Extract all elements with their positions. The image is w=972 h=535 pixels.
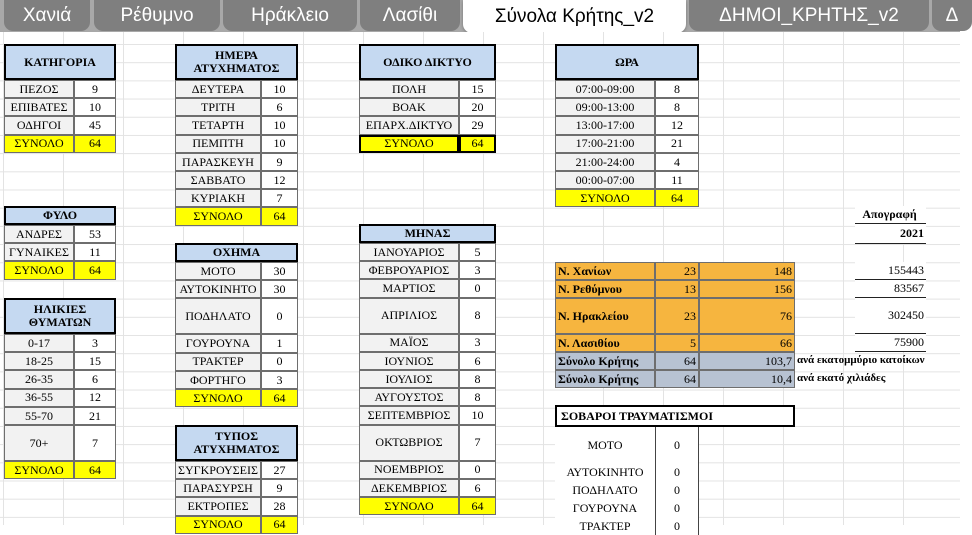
prefecture-count[interactable]: 23: [655, 298, 699, 334]
diktyo-row-label[interactable]: ΕΠΑΡΧ.ΔΙΚΤΥΟ: [359, 116, 459, 134]
ilikies-row-value[interactable]: 7: [74, 425, 116, 461]
prefecture-rate[interactable]: 66: [699, 334, 795, 352]
typos-row-label[interactable]: ΕΚΤΡΟΠΕΣ: [175, 497, 261, 515]
ora-total-value[interactable]: 64: [655, 189, 699, 207]
minas-row-value[interactable]: 0: [459, 279, 496, 297]
sheet-tab-6[interactable]: Δ: [932, 0, 972, 31]
serious-injury-value[interactable]: 0: [655, 481, 699, 499]
minas-row-value[interactable]: 5: [459, 243, 496, 261]
prefecture-population[interactable]: 83567: [855, 280, 926, 298]
diktyo-row-value[interactable]: 29: [459, 116, 496, 134]
serious-injury-value[interactable]: 0: [655, 427, 699, 463]
prefecture-name[interactable]: Ν. Ρεθύμνου: [555, 280, 655, 298]
minas-row-label[interactable]: ΙΑΝΟΥΑΡΙΟΣ: [359, 243, 459, 261]
minas-row-value[interactable]: 8: [459, 370, 496, 388]
minas-row-label[interactable]: ΜΑΡΤΙΟΣ: [359, 279, 459, 297]
ora-header[interactable]: ΩΡΑ: [555, 44, 699, 80]
sheet-tab-0[interactable]: Χανιά: [4, 0, 90, 31]
ilikies-row-label[interactable]: 18-25: [4, 352, 74, 370]
fylo-total-label[interactable]: ΣΥΝΟΛΟ: [4, 261, 74, 279]
prefecture-population[interactable]: 302450: [855, 298, 926, 334]
prefecture-name[interactable]: Ν. Ηρακλείου: [555, 298, 655, 334]
serious-injuries-header[interactable]: ΣΟΒΑΡΟΙ ΤΡΑΥΜΑΤΙΣΜΟΙ: [555, 405, 795, 427]
minas-total-value[interactable]: 64: [459, 497, 496, 515]
crete-total-name[interactable]: Σύνολο Κρήτης: [555, 352, 655, 370]
minas-row-label[interactable]: ΟΚΤΩΒΡΙΟΣ: [359, 425, 459, 461]
oxima-row-label[interactable]: ΑΥΤΟΚΙΝΗΤΟ: [175, 280, 261, 298]
minas-total-label[interactable]: ΣΥΝΟΛΟ: [359, 497, 459, 515]
crete-total-count[interactable]: 64: [655, 370, 699, 388]
ilikies-total-label[interactable]: ΣΥΝΟΛΟ: [4, 461, 74, 479]
imera-row-value[interactable]: 6: [261, 98, 298, 116]
typos-header[interactable]: ΤΥΠΟΣ ΑΤΥΧΗΜΑΤΟΣ: [175, 425, 298, 461]
typos-total-label[interactable]: ΣΥΝΟΛΟ: [175, 516, 261, 534]
typos-total-value[interactable]: 64: [261, 516, 298, 534]
oxima-row-label[interactable]: ΤΡΑΚΤΕΡ: [175, 353, 261, 371]
prefecture-rate[interactable]: 76: [699, 298, 795, 334]
ora-row-label[interactable]: 21:00-24:00: [555, 153, 655, 171]
ilikies-row-label[interactable]: 26-35: [4, 370, 74, 388]
ilikies-total-value[interactable]: 64: [74, 461, 116, 479]
typos-row-value[interactable]: 28: [261, 497, 298, 515]
prefecture-population[interactable]: 155443: [855, 262, 926, 280]
ilikies-row-label[interactable]: 0-17: [4, 334, 74, 352]
oxima-row-label[interactable]: ΦΟΡΤΗΓΟ: [175, 371, 261, 389]
sheet-tab-2[interactable]: Ηράκλειο: [223, 0, 357, 31]
imera-row-label[interactable]: ΚΥΡΙΑΚΗ: [175, 189, 261, 207]
imera-row-value[interactable]: 7: [261, 189, 298, 207]
oxima-row-value[interactable]: 30: [261, 280, 298, 298]
ora-row-label[interactable]: 13:00-17:00: [555, 116, 655, 134]
serious-injury-value[interactable]: 0: [655, 463, 699, 481]
fylo-row-value[interactable]: 53: [74, 225, 116, 243]
prefecture-rate[interactable]: 148: [699, 262, 795, 280]
imera-row-label[interactable]: ΠΕΜΠΤΗ: [175, 135, 261, 153]
imera-row-value[interactable]: 10: [261, 135, 298, 153]
diktyo-header[interactable]: ΟΔΙΚΟ ΔΙΚΤΥΟ: [359, 44, 496, 80]
ilikies-row-label[interactable]: 36-55: [4, 389, 74, 407]
typos-row-label[interactable]: ΣΥΓΚΡΟΥΣΕΙΣ: [175, 461, 261, 479]
minas-row-label[interactable]: ΜΑΪΟΣ: [359, 334, 459, 352]
minas-row-value[interactable]: 7: [459, 425, 496, 461]
kategoria-row-value[interactable]: 9: [74, 80, 116, 98]
kategoria-row-label[interactable]: ΕΠΙΒΑΤΕΣ: [4, 98, 74, 116]
imera-row-label[interactable]: ΔΕΥΤΕΡΑ: [175, 80, 261, 98]
imera-row-label[interactable]: ΤΕΤΑΡΤΗ: [175, 116, 261, 134]
prefecture-count[interactable]: 13: [655, 280, 699, 298]
sheet-tab-bar: [0, 0, 960, 32]
crete-total-note[interactable]: ανά εκατομμύριο κατοίκων: [797, 354, 925, 367]
kategoria-header[interactable]: ΚΑΤΗΓΟΡΙΑ: [4, 44, 116, 80]
ora-row-value[interactable]: 11: [655, 171, 699, 189]
diktyo-row-label[interactable]: ΠΟΛΗ: [359, 80, 459, 98]
serious-injury-label[interactable]: ΓΟΥΡΟΥΝΑ: [555, 499, 655, 517]
imera-row-label[interactable]: ΠΑΡΑΣΚΕΥΗ: [175, 153, 261, 171]
imera-row-value[interactable]: 10: [261, 116, 298, 134]
crete-total-count[interactable]: 64: [655, 352, 699, 370]
ora-row-value[interactable]: 12: [655, 116, 699, 134]
crete-total-note[interactable]: ανά εκατό χιλιάδες: [797, 372, 886, 385]
ora-row-label[interactable]: 09:00-13:00: [555, 98, 655, 116]
ilikies-row-value[interactable]: 15: [74, 352, 116, 370]
serious-injury-label[interactable]: ΤΡΑΚΤΕΡ: [555, 517, 655, 535]
typos-row-value[interactable]: 27: [261, 461, 298, 479]
imera-row-label[interactable]: ΣΑΒΒΑΤΟ: [175, 171, 261, 189]
minas-row-label[interactable]: ΑΠΡΙΛΙΟΣ: [359, 298, 459, 334]
ora-row-value[interactable]: 8: [655, 80, 699, 98]
minas-row-value[interactable]: 0: [459, 461, 496, 479]
prefecture-name[interactable]: Ν. Χανίων: [555, 262, 655, 280]
ilikies-row-label[interactable]: 70+: [4, 425, 74, 461]
minas-row-label[interactable]: ΦΕΒΡΟΥΑΡΙΟΣ: [359, 261, 459, 279]
fylo-header[interactable]: ΦΥΛΟ: [4, 206, 116, 225]
sheet-tab-1[interactable]: Ρέθυμνο: [94, 0, 220, 31]
sheet-tab-3[interactable]: Λασίθι: [360, 0, 460, 31]
ilikies-header[interactable]: ΗΛΙΚΙΕΣ ΘΥΜΑΤΩΝ: [4, 298, 116, 334]
census-year[interactable]: 2021: [855, 224, 926, 244]
minas-row-label[interactable]: ΣΕΠΤΕΜΒΡΙΟΣ: [359, 406, 459, 424]
census-label[interactable]: Απογραφή: [855, 206, 926, 224]
oxima-row-value[interactable]: 1: [261, 334, 298, 352]
oxima-row-label[interactable]: ΠΟΔΗΛΑΤΟ: [175, 298, 261, 334]
sheet-tab-4[interactable]: Σύνολα Κρήτης_v2: [463, 0, 686, 33]
sheet-tab-5[interactable]: ΔΗΜΟΙ_ΚΡΗΤΗΣ_v2: [689, 0, 929, 31]
diktyo-row-label[interactable]: ΒΟΑΚ: [359, 98, 459, 116]
oxima-row-value[interactable]: 30: [261, 262, 298, 280]
imera-row-value[interactable]: 10: [261, 80, 298, 98]
crete-total-rate[interactable]: 103,7: [699, 352, 795, 370]
typos-row-label[interactable]: ΠΑΡΑΣΥΡΣΗ: [175, 479, 261, 497]
minas-row-value[interactable]: 8: [459, 298, 496, 334]
ora-total-label[interactable]: ΣΥΝΟΛΟ: [555, 189, 655, 207]
ora-row-value[interactable]: 21: [655, 135, 699, 153]
oxima-row-label[interactable]: ΓΟΥΡΟΥΝΑ: [175, 334, 261, 352]
serious-injury-label[interactable]: ΑΥΤΟΚΙΝΗΤΟ: [555, 463, 655, 481]
ora-row-value[interactable]: 8: [655, 98, 699, 116]
ilikies-row-value[interactable]: 21: [74, 407, 116, 425]
kategoria-row-value[interactable]: 45: [74, 116, 116, 134]
minas-row-value[interactable]: 6: [459, 352, 496, 370]
imera-row-value[interactable]: 9: [261, 153, 298, 171]
imera-row-label[interactable]: ΤΡΙΤΗ: [175, 98, 261, 116]
oxima-row-value[interactable]: 0: [261, 353, 298, 371]
diktyo-total-label[interactable]: ΣΥΝΟΛΟ: [359, 135, 459, 153]
minas-row-value[interactable]: 6: [459, 479, 496, 497]
minas-row-value[interactable]: 10: [459, 406, 496, 424]
serious-injury-label[interactable]: ΠΟΔΗΛΑΤΟ: [555, 481, 655, 499]
imera-header[interactable]: ΗΜΕΡΑ ΑΤΥΧΗΜΑΤΟΣ: [175, 44, 298, 80]
ora-row-value[interactable]: 4: [655, 153, 699, 171]
minas-row-label[interactable]: ΙΟΥΝΙΟΣ: [359, 352, 459, 370]
serious-injury-value[interactable]: 0: [655, 517, 699, 535]
prefecture-count[interactable]: 5: [655, 334, 699, 352]
imera-row-value[interactable]: 12: [261, 171, 298, 189]
prefecture-population[interactable]: 75900: [855, 334, 926, 352]
imera-total-label[interactable]: ΣΥΝΟΛΟ: [175, 207, 261, 225]
minas-row-value[interactable]: 3: [459, 261, 496, 279]
spreadsheet-grid: [0, 32, 960, 533]
typos-row-value[interactable]: 9: [261, 479, 298, 497]
prefecture-count[interactable]: 23: [655, 262, 699, 280]
ora-row-label[interactable]: 07:00-09:00: [555, 80, 655, 98]
fylo-row-label[interactable]: ΓΥΝΑΙΚΕΣ: [4, 243, 74, 261]
oxima-row-value[interactable]: 3: [261, 371, 298, 389]
ora-row-label[interactable]: 00:00-07:00: [555, 171, 655, 189]
diktyo-row-value[interactable]: 20: [459, 98, 496, 116]
minas-row-label[interactable]: ΔΕΚΕΜΒΡΙΟΣ: [359, 479, 459, 497]
oxima-header[interactable]: ΟΧΗΜΑ: [175, 243, 298, 262]
kategoria-total-label[interactable]: ΣΥΝΟΛΟ: [4, 135, 74, 153]
kategoria-row-label[interactable]: ΠΕΖΟΣ: [4, 80, 74, 98]
ora-row-label[interactable]: 17:00-21:00: [555, 135, 655, 153]
serious-injury-value[interactable]: 0: [655, 499, 699, 517]
diktyo-total-value[interactable]: 64: [459, 135, 496, 153]
fylo-row-value[interactable]: 11: [74, 243, 116, 261]
imera-total-value[interactable]: 64: [261, 207, 298, 225]
ilikies-row-label[interactable]: 55-70: [4, 407, 74, 425]
minas-row-label[interactable]: ΝΟΕΜΒΡΙΟΣ: [359, 461, 459, 479]
kategoria-total-value[interactable]: 64: [74, 135, 116, 153]
kategoria-row-label[interactable]: ΟΔΗΓΟΙ: [4, 116, 74, 134]
crete-total-rate[interactable]: 10,4: [699, 370, 795, 388]
ilikies-row-value[interactable]: 3: [74, 334, 116, 352]
serious-injury-label[interactable]: ΜΟΤΟ: [555, 427, 655, 463]
minas-row-value[interactable]: 3: [459, 334, 496, 352]
crete-total-name[interactable]: Σύνολο Κρήτης: [555, 370, 655, 388]
diktyo-row-value[interactable]: 15: [459, 80, 496, 98]
oxima-row-value[interactable]: 0: [261, 298, 298, 334]
fylo-total-value[interactable]: 64: [74, 261, 116, 279]
kategoria-row-value[interactable]: 10: [74, 98, 116, 116]
minas-row-value[interactable]: 8: [459, 388, 496, 406]
minas-row-label[interactable]: ΑΥΓΟΥΣΤΟΣ: [359, 388, 459, 406]
minas-row-label[interactable]: ΙΟΥΛΙΟΣ: [359, 370, 459, 388]
prefecture-name[interactable]: Ν. Λασιθίου: [555, 334, 655, 352]
prefecture-rate[interactable]: 156: [699, 280, 795, 298]
oxima-total-value[interactable]: 64: [261, 389, 298, 407]
fylo-row-label[interactable]: ΑΝΔΡΕΣ: [4, 225, 74, 243]
oxima-total-label[interactable]: ΣΥΝΟΛΟ: [175, 389, 261, 407]
minas-header[interactable]: ΜΗΝΑΣ: [359, 224, 496, 243]
oxima-row-label[interactable]: ΜΟΤΟ: [175, 262, 261, 280]
ilikies-row-value[interactable]: 6: [74, 370, 116, 388]
ilikies-row-value[interactable]: 12: [74, 389, 116, 407]
